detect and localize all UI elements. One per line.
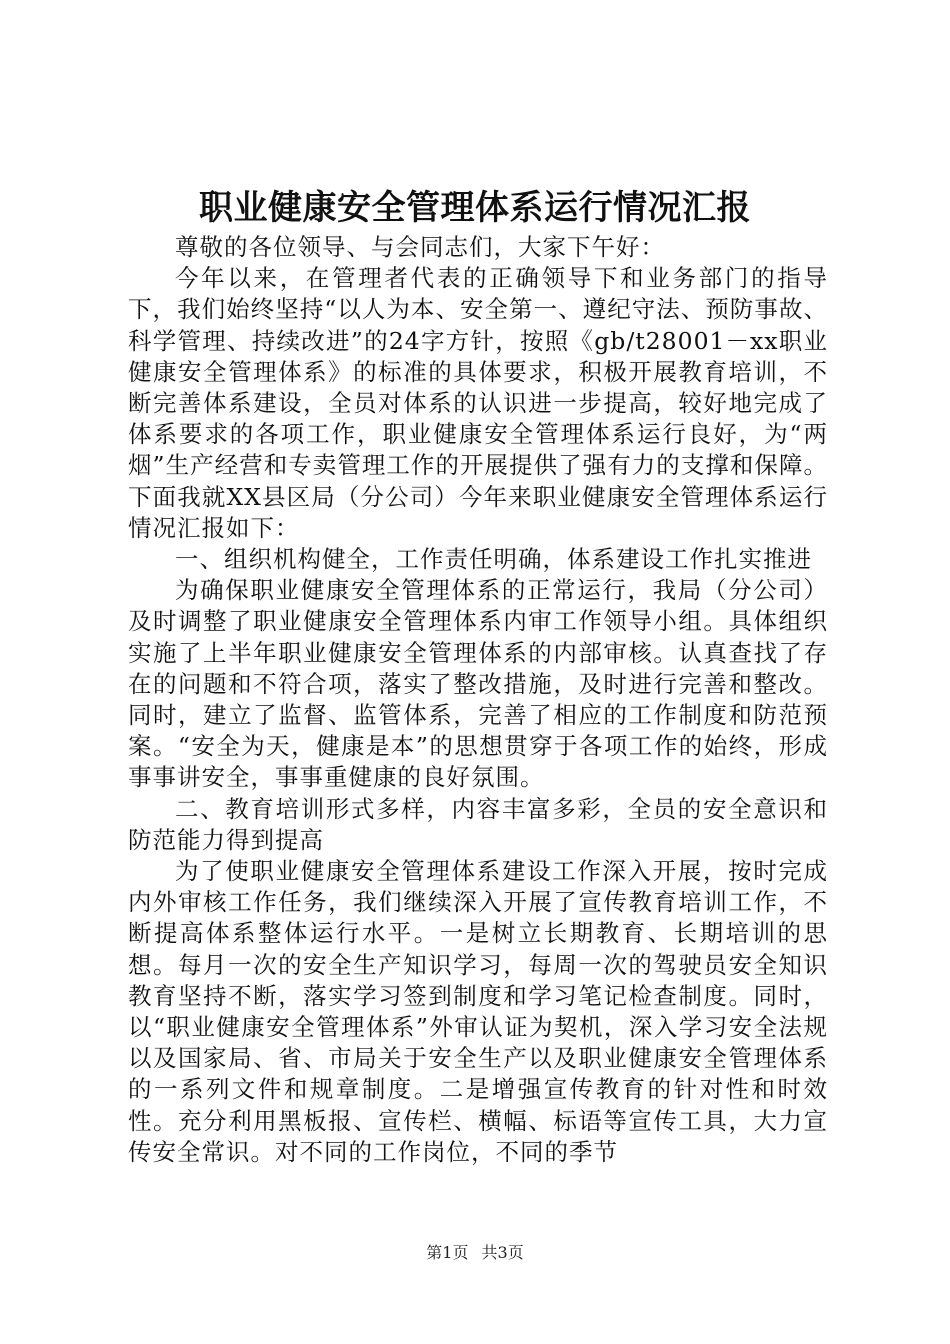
page-number: 第1页 (426, 1243, 469, 1262)
section-heading-1: 一、组织机构健全，工作责任明确，体系建设工作扎实推进 (175, 545, 812, 574)
section-1-paragraph: 为确保职业健康安全管理体系的正常运行，我局（分公司）及时调整了职业健康安全管理体系内审工作领导小组。具体组织实施了上半年职业健康安全管理体系的内部审核。认真查找了存在的问题和不符合项，落实了整改措施，及时进行完善和整改。同时，建立了监督、监管体系，完善了相应的工作制度和防范预案。“安全为天，健康是本”的思想贯穿于各项工作的始终，形成事事讲安全，事事重健康的良好氛围。 (128, 576, 828, 792)
greeting-paragraph: 尊敬的各位领导、与会同志们，大家下午好： (175, 233, 665, 261)
intro-paragraph: 今年以来，在管理者代表的正确领导下和业务部门的指导下，我们始终坚持“以人为本、安全第一、遵纪守法、预防事故、科学管理、持续改进”的24字方针，按照《gb/t28001－xx职业健康安全管理体系》的标准的具体要求，积极开展教育培训，不断完善体系建设，全员对体系的认识进一步提高，较好地完成了体系要求的各项工作，职业健康安全管理体系运行良好，为“两烟”生产经营和专卖管理工作的开展提供了强有力的支撑和保障。下面我就XX县区局（分公司）今年来职业健康安全管理体系运行情况汇报如下： (128, 264, 828, 542)
section-2-paragraph: 为了使职业健康安全管理体系建设工作深入开展，按时完成内外审核工作任务，我们继续深入开展了宣传教育培训工作，不断提高体系整体运行水平。一是树立长期教育、长期培训的思想。每月一次的安全生产知识学习，每周一次的驾驶员安全知识教育坚持不断，落实学习签到制度和学习笔记检查制度。同时，以“职业健康安全管理体系”外审认证为契机，深入学习安全法规以及国家局、省、市局关于安全生产以及职业健康安全管理体系的一系列文件和规章制度。二是增强宣传教育的针对性和时效性。充分利用黑板报、宣传栏、横幅、标语等宣传工具，大力宣传安全常识。对不同的工作岗位，不同的季节 (128, 857, 828, 1166)
page-footer (0, 1242, 950, 1264)
page-total: 共3页 (481, 1243, 524, 1262)
document-body (128, 232, 828, 1168)
document-title: 职业健康安全管理体系运行情况汇报 (199, 188, 751, 228)
section-heading-2: 二、教育培训形式多样，内容丰富多彩，全员的安全意识和防范能力得到提高 (128, 794, 828, 854)
